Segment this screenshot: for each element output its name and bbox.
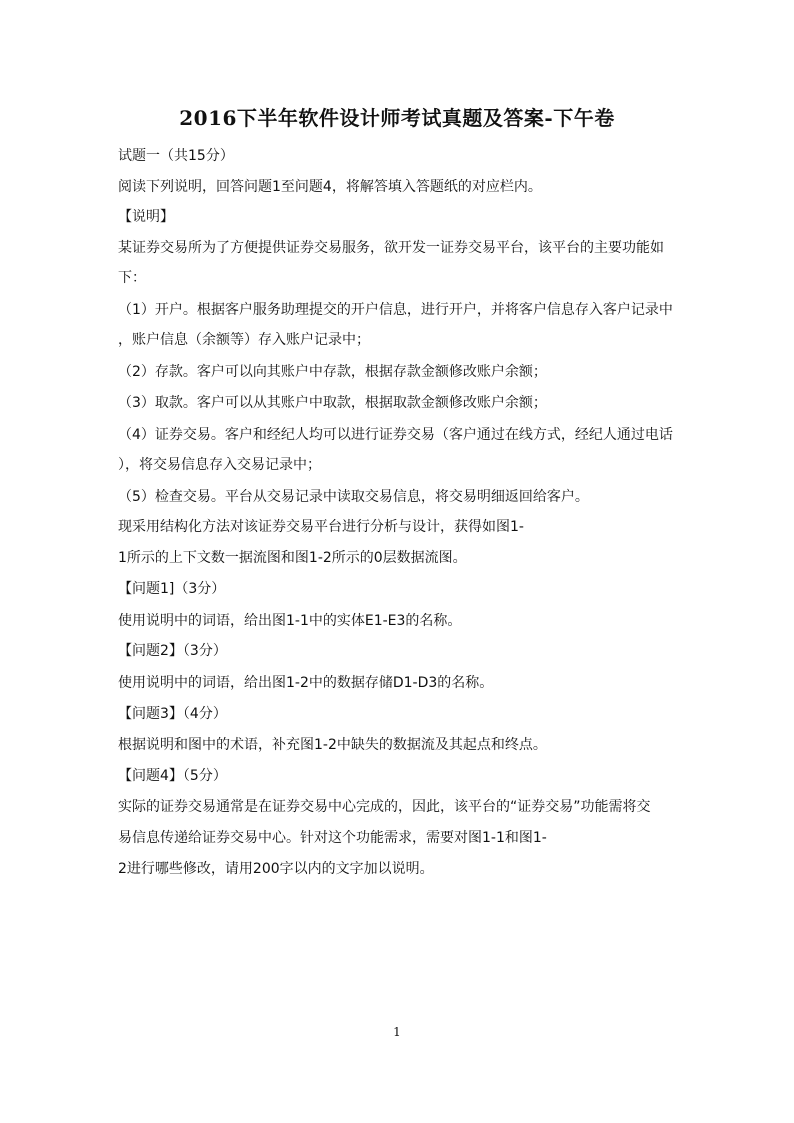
body-line: 1所示的上下文数一据流图和图1-2所示的0层数据流图。 — [118, 550, 467, 566]
question-1-heading: 【问题1]（3分） — [118, 581, 226, 597]
question-1-text: 使用说明中的词语，给出图1-1中的实体E1-E3的名称。 — [118, 613, 462, 629]
body-line: ，账户信息（余额等）存入账户记录中； — [118, 332, 370, 348]
page-title: 2016下半年软件设计师考试真题及答案-下午卷 — [179, 106, 615, 130]
page-number: 1 — [393, 1025, 401, 1039]
instruction-line: 阅读下列说明，回答问题1至问题4，将解答填入答题纸的对应栏内。 — [118, 179, 542, 195]
body-line: 现采用结构化方法对该证券交易平台进行分析与设计，获得如图1- — [118, 519, 524, 535]
body-line: 下： — [118, 270, 146, 286]
body-line: ），将交易信息存入交易记录中； — [118, 457, 321, 473]
question-4-heading: 【问题4】（5分） — [118, 768, 227, 784]
question-4-text: 易信息传递给证券交易中心。针对这个功能需求，需要对图1-1和图1- — [118, 830, 547, 846]
question-heading: 试题一（共15分） — [118, 148, 234, 164]
question-3-text: 根据说明和图中的术语，补充图1-2中缺失的数据流及其起点和终点。 — [118, 737, 547, 753]
body-line: （3）取款。客户可以从其账户中取款，根据取款金额修改账户余额； — [118, 395, 547, 411]
question-4-text: 实际的证券交易通常是在证券交易中心完成的，因此，该平台的“证券交易”功能需将交 — [118, 799, 651, 815]
question-4-text: 2进行哪些修改，请用200字以内的文字加以说明。 — [118, 861, 434, 877]
body-line: （2）存款。客户可以向其账户中存款，根据存款金额修改账户余额； — [118, 364, 547, 380]
question-2-heading: 【问题2】（3分） — [118, 643, 227, 659]
body-line: （4）证券交易。客户和经纪人均可以进行证券交易（客户通过在线方式，经纪人通过电话 — [118, 427, 673, 443]
body-line: （1）开户。根据客户服务助理提交的开户信息，进行开户，并将客户信息存入客户记录中 — [118, 302, 673, 318]
question-2-text: 使用说明中的词语，给出图1-2中的数据存储D1-D3的名称。 — [118, 675, 494, 691]
question-3-heading: 【问题3】（4分） — [118, 706, 227, 722]
section-heading-description: 【说明】 — [118, 209, 174, 225]
body-line: （5）检查交易。平台从交易记录中读取交易信息，将交易明细返回给客户。 — [118, 489, 589, 505]
body-line: 某证券交易所为了方便提供证券交易服务，欲开发一证券交易平台，该平台的主要功能如 — [118, 240, 664, 256]
